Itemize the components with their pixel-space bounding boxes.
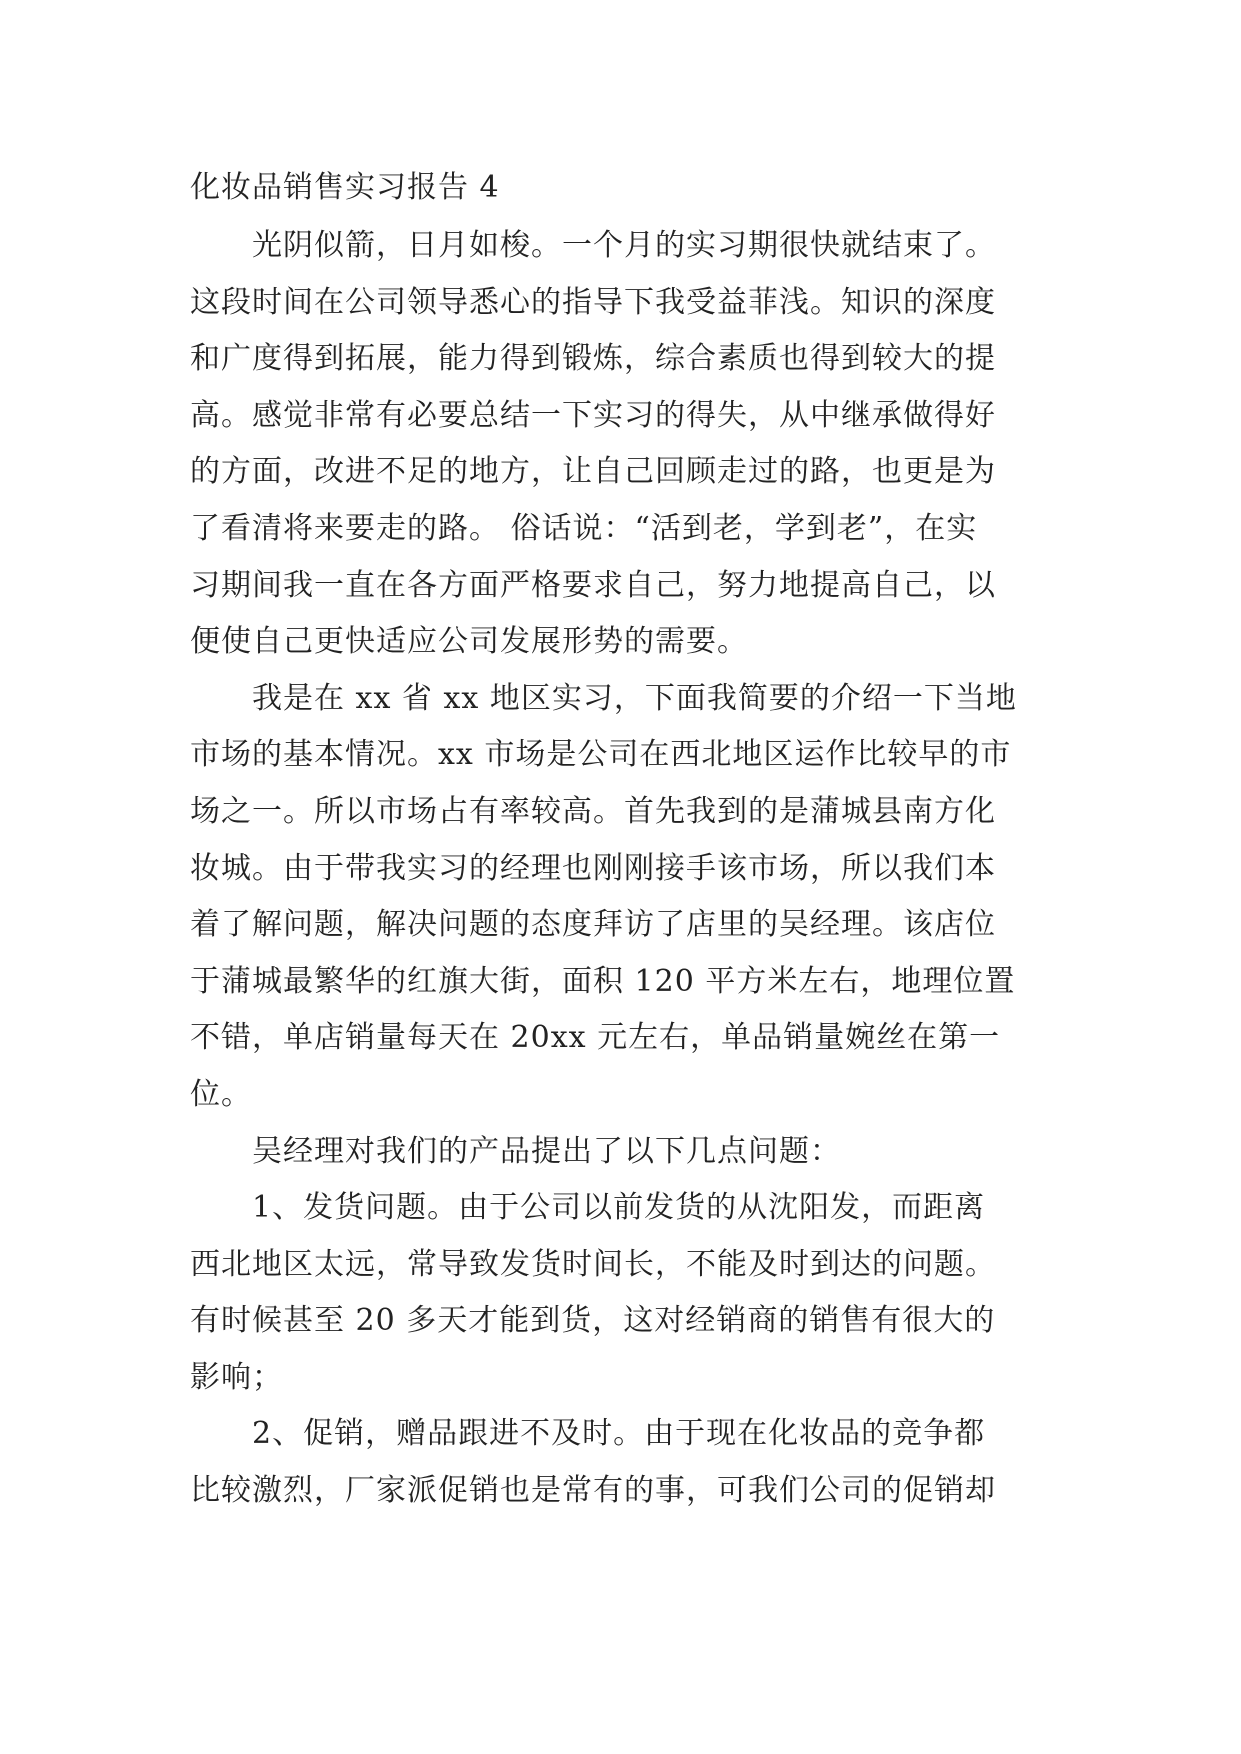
text-line: 和广度得到拓展，能力得到锻炼，综合素质也得到较大的提 [190,341,996,377]
paragraph [190,1180,1058,1406]
text-line: 便使自己更快适应公司发展形势的需要。 [190,624,748,660]
text-line: 影响； [190,1359,283,1395]
paragraph [190,1124,1058,1181]
text-line: 我是在 xx 省 xx 地区实习，下面我简要的介绍一下当地 [252,680,1017,716]
text-line: 吴经理对我们的产品提出了以下几点问题： [252,1133,841,1169]
text-line: 比较激烈，厂家派促销也是常有的事，可我们公司的促销却 [190,1473,996,1509]
text-line: 光阴似箭，日月如梭。一个月的实习期很快就结束了。 [252,228,996,263]
text-line: 西北地区太远，常导致发货时间长，不能及时到达的问题。 [190,1246,996,1282]
text-line: 市场的基本情况。xx 市场是公司在西北地区运作比较早的市 [190,737,1012,773]
text-line: 不错，单店销量每天在 20xx 元左右，单品销量婉丝在第一 [190,1020,1001,1056]
document-body [190,218,1058,1520]
paragraph [190,218,1058,671]
text-line: 2、促销，赠品跟进不及时。由于现在化妆品的竞争都 [252,1416,986,1452]
text-line: 妆城。由于带我实习的经理也刚刚接手该市场，所以我们本 [190,850,996,886]
text-line: 于蒲城最繁华的红旗大街，面积 120 平方米左右，地理位置 [190,963,1016,999]
paragraph [190,671,1058,1124]
page-title: 化妆品销售实习报告 4 [190,170,500,205]
text-line: 1、发货问题。由于公司以前发货的从沈阳发，而距离 [252,1190,986,1226]
text-line: 的方面，改进不足的地方，让自己回顾走过的路，也更是为 [190,454,996,490]
paragraph [190,1406,1058,1519]
text-line: 习期间我一直在各方面严格要求自己，努力地提高自己，以 [190,567,996,603]
text-line: 着了解问题，解决问题的态度拜访了店里的吴经理。该店位 [190,907,996,943]
text-line: 位。 [190,1076,252,1112]
text-line: 这段时间在公司领导悉心的指导下我受益菲浅。知识的深度 [190,284,996,320]
text-line: 有时候甚至 20 多天才能到货，这对经销商的销售有很大的 [190,1303,996,1339]
text-line: 高。感觉非常有必要总结一下实习的得失，从中继承做得好 [190,397,996,433]
text-line: 了看清将来要走的路。 俗话说：“活到老，学到老”，在实 [190,510,978,546]
text-line: 场之一。所以市场占有率较高。首先我到的是蒲城县南方化 [190,793,996,829]
